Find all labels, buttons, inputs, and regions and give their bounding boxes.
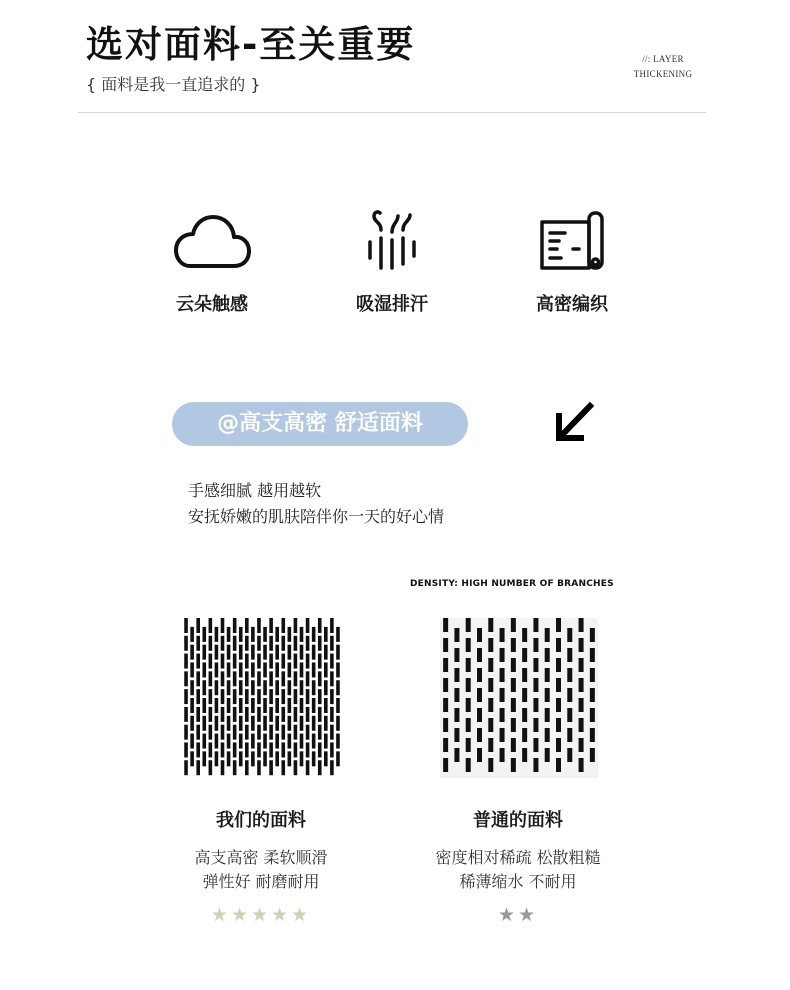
feature-label: 高密编织	[536, 294, 608, 315]
column-line-2: 稀薄缩水 不耐用	[459, 872, 577, 891]
column-line-2: 弹性好 耐磨耐用	[202, 872, 320, 891]
highlight-pill: @高支高密 舒适面料	[172, 402, 468, 446]
page-subtitle: { 面料是我一直追求的 }	[86, 75, 261, 94]
arrow-down-left-icon	[552, 402, 596, 450]
fabric-description	[188, 478, 444, 530]
tag-line-1: //: LAYER	[642, 54, 684, 64]
fabric-roll-icon	[537, 208, 607, 272]
header-divider	[78, 112, 706, 113]
feature-label: 吸湿排汗	[356, 294, 428, 315]
column-line-1: 密度相对稀疏 松散粗糙	[435, 848, 601, 867]
star-rating: ★★★★★	[210, 904, 312, 926]
feature-cloud-touch	[127, 208, 297, 316]
feature-moisture-wicking	[307, 208, 477, 316]
regular-fabric-column	[398, 806, 638, 926]
cloud-icon	[172, 208, 252, 272]
tag-line-2: THICKENING	[633, 69, 693, 79]
column-title: 普通的面料	[473, 810, 563, 831]
our-fabric-column	[141, 806, 381, 926]
feature-dense-weave	[487, 208, 657, 316]
column-line-1: 高支高密 柔软顺滑	[194, 848, 328, 867]
moisture-wicking-icon	[362, 208, 422, 272]
description-line-2: 安抚娇嫩的肌肤陪伴你一天的好心情	[188, 507, 445, 526]
layer-thickening-tag	[624, 52, 702, 82]
star-rating: ★★	[497, 904, 539, 926]
regular-fabric-swatch	[440, 618, 598, 782]
column-title: 我们的面料	[216, 810, 306, 831]
feature-label: 云朵触感	[176, 294, 248, 315]
density-label: DENSITY: HIGH NUMBER OF BRANCHES	[410, 579, 614, 589]
our-fabric-swatch	[183, 618, 341, 782]
page-title: 选对面料-至关重要	[86, 23, 416, 66]
description-line-1: 手感细腻 越用越软	[188, 481, 322, 500]
